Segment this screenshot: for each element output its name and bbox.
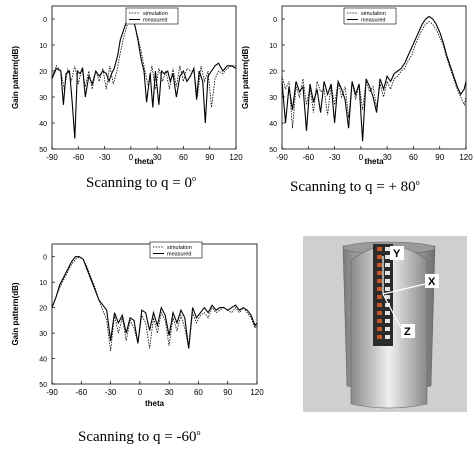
chart-panel-1 <box>0 0 243 175</box>
legend-label-simulation: simulation <box>167 245 192 251</box>
y-axis-label: Gain pattern(dB) <box>11 45 20 110</box>
caption-1-sup: o <box>191 174 196 183</box>
array-element <box>377 255 382 259</box>
plot-frame <box>52 244 257 384</box>
x-tick-label: 30 <box>164 388 174 397</box>
y-tick-label: 20 <box>269 69 277 76</box>
photo-axis-label-x: X <box>428 276 436 288</box>
y-axis-label: Gain pattern(dB) <box>241 45 250 110</box>
x-tick-label: 30 <box>152 153 162 162</box>
caption-3 <box>78 428 200 446</box>
x-tick-label: 0 <box>128 153 134 162</box>
legend-label-measured: measured <box>143 17 168 24</box>
y-axis-label: Gain pattern(dB) <box>11 282 20 346</box>
x-tick-label: 30 <box>382 153 392 162</box>
y-tick-label: 30 <box>39 95 47 102</box>
array-element <box>377 271 382 275</box>
antenna-photo <box>303 236 467 412</box>
array-element <box>377 319 382 323</box>
y-tick-label: 0 <box>43 17 47 24</box>
caption-1 <box>86 174 196 192</box>
x-tick-label: 0 <box>358 153 364 162</box>
array-element <box>385 271 390 275</box>
array-element <box>377 303 382 307</box>
x-tick-label: -90 <box>46 388 58 397</box>
x-tick-label: 60 <box>408 153 418 162</box>
series-line-simulation <box>282 22 466 129</box>
array-element <box>377 327 382 331</box>
chart-panel-2 <box>240 0 474 175</box>
y-tick-label: 40 <box>269 121 277 128</box>
plot-frame <box>282 6 466 149</box>
x-tick-label: -90 <box>276 153 288 162</box>
x-tick-label: 120 <box>459 153 473 162</box>
photo-axis-label-y: Y <box>393 248 401 260</box>
x-tick-label: 90 <box>435 153 445 162</box>
y-tick-label: 40 <box>39 356 47 364</box>
x-axis-label: theta <box>364 157 384 166</box>
x-tick-label: 120 <box>250 388 264 397</box>
y-tick-label: 10 <box>269 43 277 50</box>
antenna-photo-svg <box>303 236 467 412</box>
chart-panel-3 <box>0 230 275 415</box>
x-tick-label: -90 <box>46 153 58 162</box>
array-element <box>377 279 382 283</box>
array-element <box>377 247 382 251</box>
legend <box>126 8 178 24</box>
y-tick-label: 40 <box>39 121 47 128</box>
array-element <box>385 335 390 339</box>
y-tick-label: 0 <box>43 254 47 262</box>
array-element <box>377 295 382 299</box>
x-axis-label: theta <box>144 399 165 408</box>
series-line-measured <box>52 16 236 138</box>
y-tick-label: 0 <box>273 17 277 24</box>
array-element <box>385 247 390 251</box>
x-tick-label: -30 <box>98 153 111 162</box>
legend <box>150 242 202 258</box>
array-element <box>385 263 390 267</box>
y-tick-label: 50 <box>39 382 47 389</box>
x-tick-label: 90 <box>205 153 215 162</box>
y-tick-label: 20 <box>39 305 47 313</box>
caption-3-sup: o <box>196 428 201 437</box>
legend <box>344 8 396 24</box>
x-tick-label: 60 <box>193 388 203 397</box>
array-element <box>377 263 382 267</box>
x-tick-label: 120 <box>229 153 243 162</box>
x-tick-label: -60 <box>72 153 85 162</box>
legend-label-measured: measured <box>167 251 192 258</box>
series-line-simulation <box>52 257 257 351</box>
x-tick-label: -60 <box>302 153 315 162</box>
array-element <box>385 319 390 323</box>
array-element <box>385 279 390 283</box>
array-element <box>385 255 390 259</box>
array-element <box>377 311 382 315</box>
y-tick-label: 20 <box>39 69 47 76</box>
array-element <box>377 287 382 291</box>
x-tick-label: 60 <box>178 153 188 162</box>
series-line-measured <box>52 257 257 349</box>
array-element <box>377 335 382 339</box>
array-element <box>385 327 390 331</box>
x-tick-label: -30 <box>104 388 117 397</box>
y-tick-label: 10 <box>39 43 47 50</box>
y-tick-label: 30 <box>39 331 47 339</box>
array-element <box>385 311 390 315</box>
caption-2-sup: o <box>415 178 420 187</box>
x-axis-label: theta <box>134 157 154 166</box>
y-tick-label: 30 <box>269 95 277 102</box>
legend-label-simulation: simulation <box>143 11 168 17</box>
series-line-simulation <box>52 19 236 107</box>
photo-axis-label-z: Z <box>404 326 411 338</box>
x-tick-label: 90 <box>223 388 233 397</box>
y-tick-label: 50 <box>269 147 277 154</box>
caption-1-text: Scanning to q = 0 <box>86 175 192 191</box>
y-tick-label: 50 <box>39 147 47 154</box>
legend-label-simulation: simulation <box>361 11 386 17</box>
x-tick-label: -60 <box>75 388 88 397</box>
legend-label-measured: measured <box>361 17 386 24</box>
y-tick-label: 10 <box>39 280 47 288</box>
caption-3-text: Scanning to q = -60 <box>78 429 197 445</box>
caption-2-text: Scanning to q = + 80 <box>290 179 416 195</box>
array-element <box>385 287 390 291</box>
x-tick-label: 0 <box>137 388 143 397</box>
x-tick-label: -30 <box>328 153 341 162</box>
caption-2 <box>290 178 420 196</box>
